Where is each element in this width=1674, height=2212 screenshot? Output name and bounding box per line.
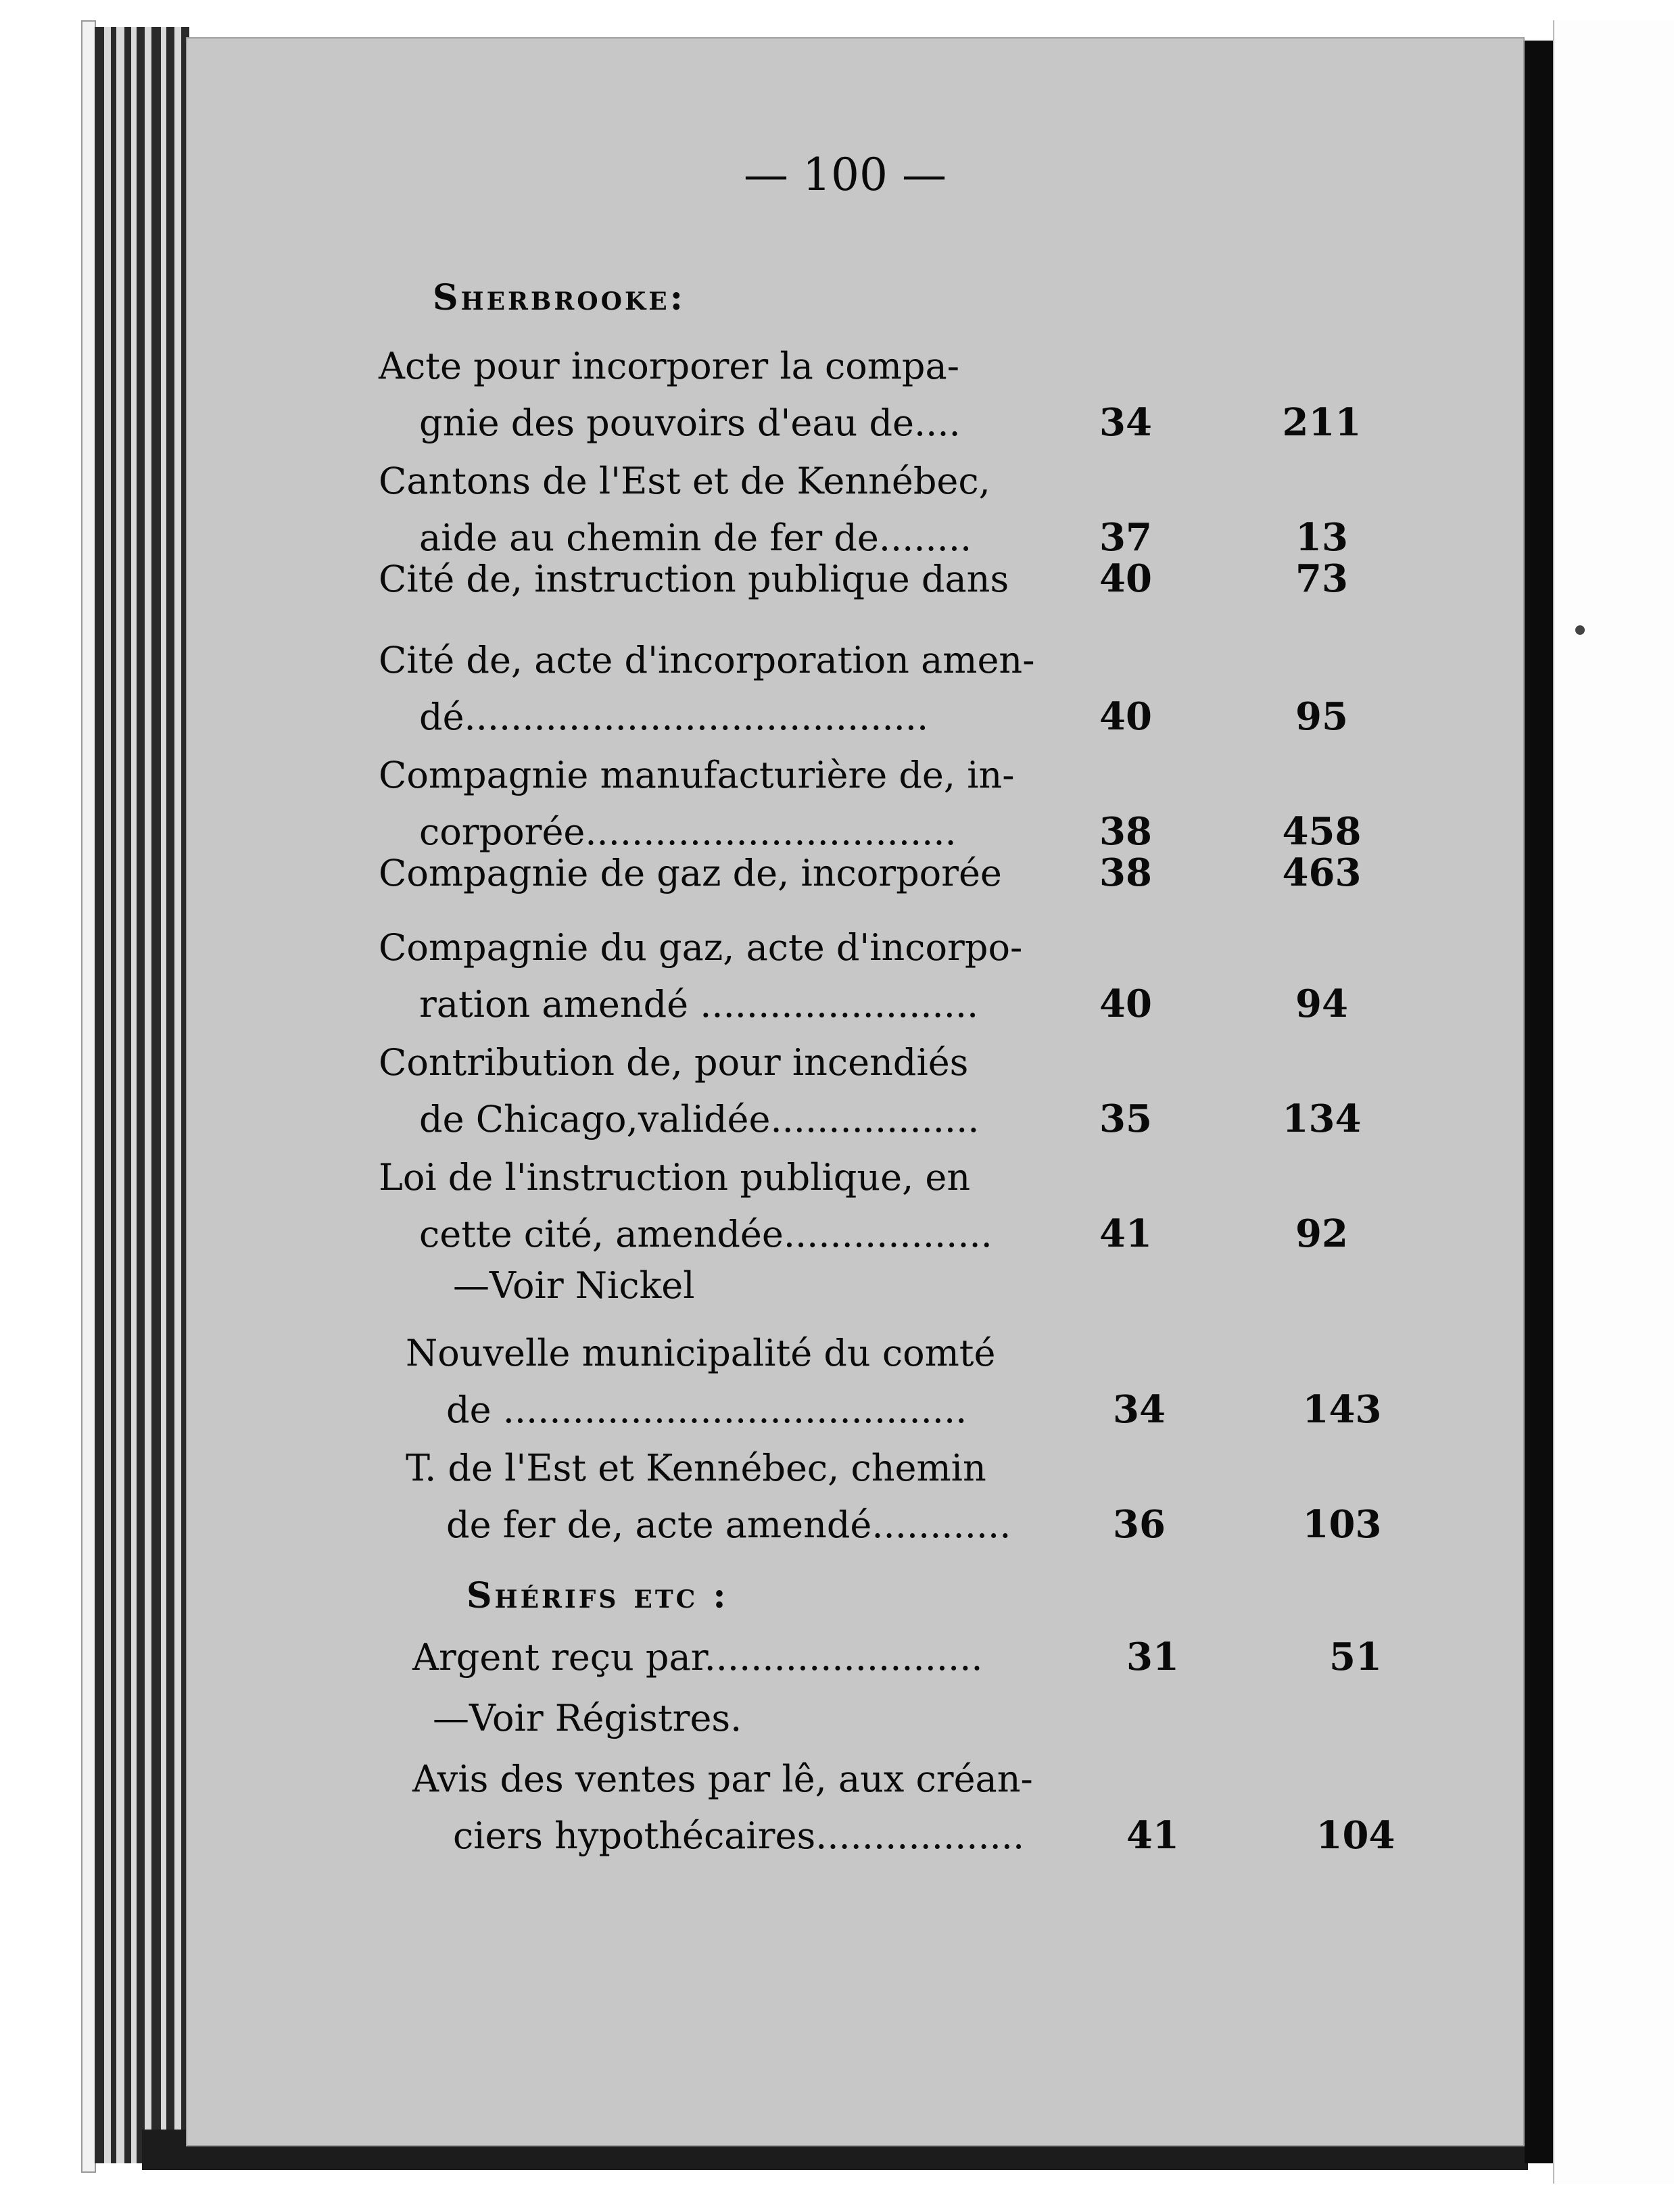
volume-number: 38 — [1099, 809, 1152, 854]
page-reference: 13 — [1295, 515, 1348, 560]
page-reference: 134 — [1282, 1097, 1362, 1141]
index-entry-line: T. de l'Est et Kennébec, chemin — [406, 1447, 986, 1489]
index-entry-line: de Chicago,validée.................. — [419, 1098, 980, 1140]
volume-number: 34 — [1113, 1387, 1166, 1432]
index-entry — [379, 845, 1393, 902]
index-entry-line: Cantons de l'Est et de Kennébec, — [379, 460, 990, 502]
volume-number: 38 — [1099, 850, 1152, 895]
index-entry-line: ration amendé ........................ — [419, 983, 979, 1026]
volume-number: 41 — [1099, 1211, 1152, 1256]
index-entry — [379, 747, 1393, 861]
section-heading-sherbrooke: Sherbrooke: — [433, 277, 686, 318]
page-reference: 458 — [1282, 809, 1362, 854]
volume-number: 37 — [1099, 515, 1152, 560]
index-entry-line: de fer de, acte amendé............ — [446, 1504, 1011, 1546]
volume-number: 41 — [1126, 1813, 1179, 1858]
index-entry-line: aide au chemin de fer de........ — [419, 516, 972, 559]
page-reference: 92 — [1295, 1211, 1348, 1256]
index-entry — [379, 453, 1393, 567]
index-entry-line: de ........................................ — [446, 1389, 967, 1431]
volume-number: 35 — [1099, 1097, 1152, 1141]
index-entry-line: Contribution de, pour incendiés — [379, 1041, 969, 1084]
index-entry-line: Argent reçu par........................ — [412, 1636, 983, 1679]
index-entry-line: cette cité, amendée.................. — [419, 1213, 993, 1255]
index-entry-line: Cité de, acte d'incorporation amen- — [379, 639, 1035, 681]
page-reference: 143 — [1302, 1387, 1382, 1432]
volume-number: 40 — [1099, 556, 1152, 601]
page-reference: 463 — [1282, 850, 1362, 895]
page-reference: 104 — [1316, 1813, 1395, 1858]
index-entry — [379, 1149, 1393, 1263]
volume-number: 36 — [1113, 1502, 1166, 1547]
index-entry-line: Nouvelle municipalité du comté — [406, 1332, 996, 1374]
page-number: — 100 — — [744, 149, 947, 201]
index-entry — [379, 551, 1393, 608]
page-reference: 211 — [1282, 400, 1362, 445]
index-entry-line: ciers hypothécaires.................. — [453, 1814, 1025, 1857]
index-entry-line: Avis des ventes par lê, aux créan- — [412, 1758, 1033, 1800]
page-reference: 94 — [1295, 982, 1348, 1026]
index-entry-line: Cité de, instruction publique dans — [379, 558, 1009, 600]
volume-number: 31 — [1126, 1635, 1179, 1679]
index-entry — [406, 1325, 1420, 1439]
index-entry-line: Compagnie du gaz, acte d'incorpo- — [379, 926, 1023, 969]
page-reference: 51 — [1329, 1635, 1382, 1679]
page-reference: 73 — [1295, 556, 1348, 601]
index-entry — [412, 1629, 1427, 1686]
index-entry — [412, 1751, 1427, 1865]
index-entry — [406, 1440, 1420, 1554]
volume-number: 40 — [1099, 982, 1152, 1026]
index-entry — [379, 919, 1393, 1033]
index-entry-line: Compagnie de gaz de, incorporée — [379, 852, 1002, 894]
index-entry-line: Acte pour incorporer la compa- — [379, 345, 959, 387]
volume-number: 34 — [1099, 400, 1152, 445]
index-entry-line: Compagnie manufacturière de, in- — [379, 754, 1015, 796]
index-entry-line: dé........................................ — [419, 696, 929, 738]
index-entry-line: gnie des pouvoirs d'eau de.... — [419, 402, 961, 444]
page-reference: 103 — [1302, 1502, 1382, 1547]
index-entry — [379, 338, 1393, 452]
index-entry — [379, 632, 1393, 746]
cross-reference-registres: —Voir Régistres. — [433, 1697, 742, 1739]
index-entry — [379, 1034, 1393, 1148]
page-reference: 95 — [1295, 694, 1348, 739]
index-entry-line: corporée................................ — [419, 811, 957, 853]
index-entry-line: Loi de l'instruction publique, en — [379, 1156, 971, 1199]
cross-reference-nickel: —Voir Nickel — [453, 1264, 695, 1307]
section-heading-sherifs: Shérifs etc : — [467, 1575, 729, 1616]
volume-number: 40 — [1099, 694, 1152, 739]
